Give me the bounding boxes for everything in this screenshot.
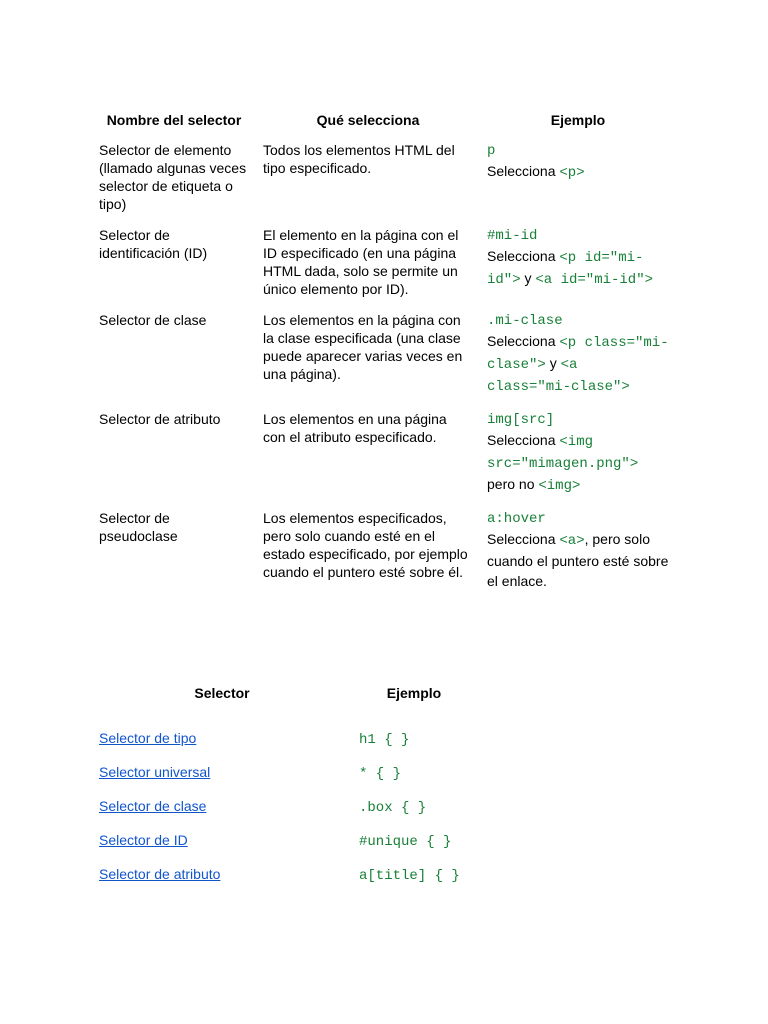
selector-link-universal[interactable]: Selector universal (99, 764, 211, 780)
example-explanation (487, 430, 669, 496)
selector-link-cell (92, 797, 352, 831)
example-code: p (487, 143, 496, 159)
header-example: Ejemplo (550, 112, 606, 128)
selector-description: Los elementos en la página con la clase especificada (una clase puede aparecer varias veces en una página). (263, 312, 463, 382)
selector-example-code: h1 { } (359, 732, 410, 748)
example-code: .mi-clase (487, 313, 563, 329)
example-explanation (487, 246, 669, 290)
table-row (92, 226, 676, 311)
selector-link-cell (92, 763, 352, 797)
example-text: y (520, 270, 536, 286)
example-text: pero no (487, 476, 539, 492)
selector-description: Los elementos especificados, pero solo cuando esté en el estado especificado, por ejemplo cuando el puntero esté sobre él. (263, 510, 468, 580)
table-row (92, 865, 476, 899)
selectors-links-table (92, 683, 476, 899)
selector-link-cell (92, 865, 352, 899)
table-header-row (92, 110, 676, 141)
table-row (92, 311, 676, 410)
selector-example-code: a[title] { } (359, 868, 460, 884)
header-example: Ejemplo (386, 685, 442, 701)
header-selector: Selector (194, 685, 250, 701)
example-inline-code: <p> (559, 165, 585, 181)
example-text: Selecciona (487, 432, 560, 448)
table-row (92, 763, 476, 797)
selector-link-id[interactable]: Selector de ID (99, 832, 188, 848)
header-selector-name: Nombre del selector (106, 112, 242, 128)
example-inline-code: <a id="mi-id"> (535, 272, 654, 288)
example-inline-code: <a class="mi-clase"> (487, 357, 630, 395)
selector-example-code: .box { } (359, 800, 427, 816)
selector-description: Todos los elementos HTML del tipo especificado. (263, 142, 455, 176)
example-explanation (487, 331, 669, 397)
example-text: y (545, 355, 561, 371)
selector-link-type[interactable]: Selector de tipo (99, 730, 197, 746)
example-text: Selecciona (487, 163, 560, 179)
selector-link-cell (92, 831, 352, 865)
example-code: #mi-id (487, 228, 538, 244)
example-explanation (487, 161, 669, 183)
table-row (92, 797, 476, 831)
selector-link-attribute[interactable]: Selector de atributo (99, 866, 221, 882)
selector-link-cell (92, 729, 352, 763)
example-inline-code: <p id="mi-id"> (487, 250, 644, 288)
example-code: img[src] (487, 412, 555, 428)
selector-example (480, 509, 676, 604)
header-what-selects: Qué selecciona (316, 112, 420, 128)
selector-link-class[interactable]: Selector de clase (99, 798, 207, 814)
example-inline-code: <p class="mi-clase"> (487, 335, 669, 373)
selector-description: El elemento en la página con el ID especificado (en una página HTML dada, solo se permite un único elemento por ID). (263, 227, 459, 297)
example-text: Selecciona (487, 333, 560, 349)
example-text: Selecciona (487, 531, 560, 547)
table-row (92, 729, 476, 763)
selector-name: Selector de clase (99, 312, 207, 328)
selector-description: Los elementos en una página con el atributo especificado. (263, 411, 447, 445)
selector-example (480, 410, 676, 509)
example-text: , pero solo cuando el puntero esté sobre el enlace. (487, 531, 669, 589)
example-inline-code: <img> (538, 478, 581, 494)
example-explanation (487, 529, 669, 591)
selector-example (480, 226, 676, 311)
selector-example (480, 141, 676, 226)
example-code: a:hover (487, 511, 546, 527)
example-text: Selecciona (487, 248, 560, 264)
table-row (92, 141, 676, 226)
table-row (92, 509, 676, 604)
example-inline-code: <a> (559, 533, 585, 549)
selector-example (480, 311, 676, 410)
selectors-description-table (92, 110, 676, 604)
selector-example-code: #unique { } (359, 834, 452, 850)
selector-name: Selector de elemento (llamado algunas veces selector de etiqueta o tipo) (99, 142, 247, 212)
table-row (92, 831, 476, 865)
selector-name: Selector de atributo (99, 411, 221, 427)
table-header-row (92, 683, 476, 729)
selector-name: Selector de identificación (ID) (99, 227, 208, 261)
example-inline-code: <img src="mimagen.png"> (487, 434, 639, 472)
selector-example-code: * { } (359, 766, 402, 782)
selector-name: Selector de pseudoclase (99, 510, 178, 544)
table-row (92, 410, 676, 509)
